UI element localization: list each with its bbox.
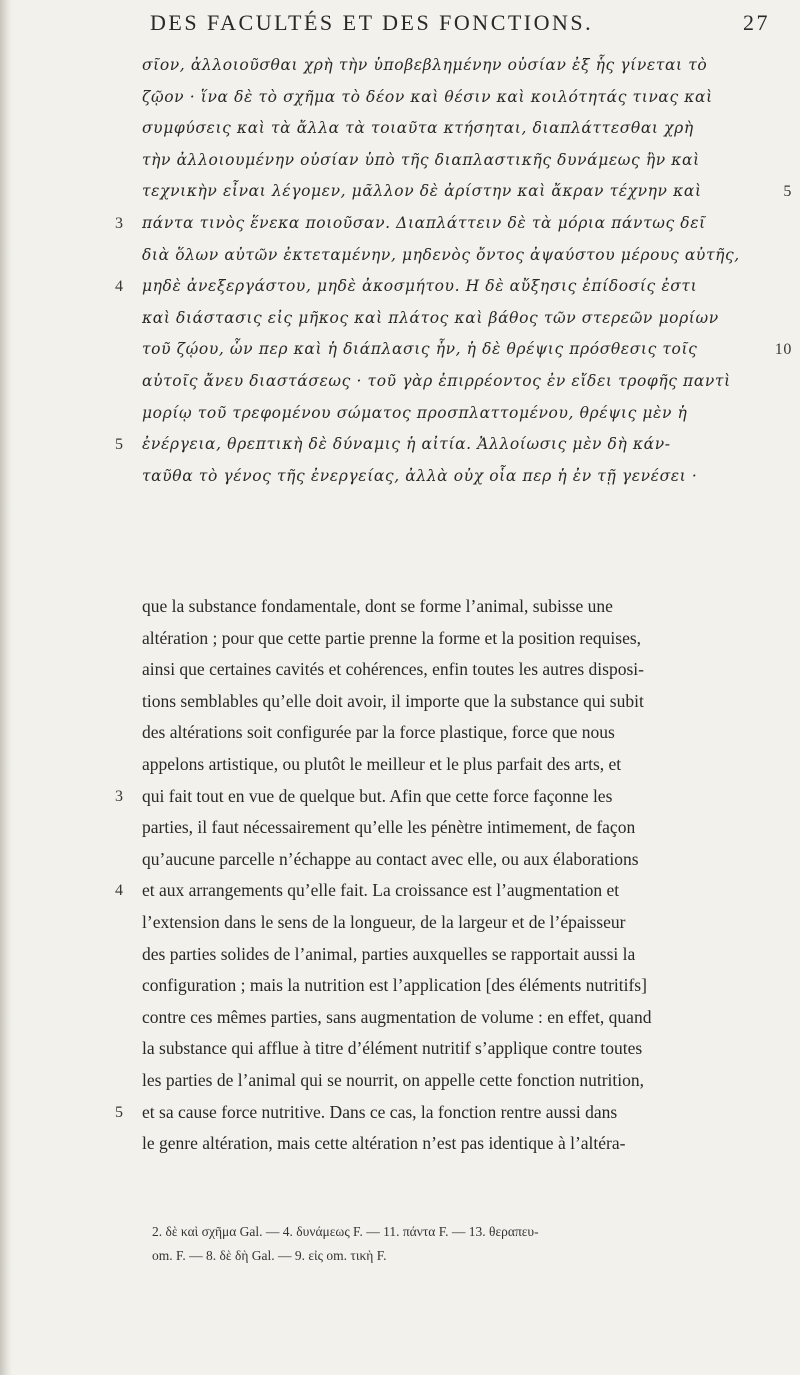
greek-line-text: ζῷον · ἵνα δὲ τὸ σχῆμα τὸ δέον καὶ θέσιν καὶ κοιλότητάς τινας καὶ: [142, 87, 713, 106]
greek-line-text: τὴν ἀλλοιουμένην οὐσίαν ὑπὸ τῆς διαπλαστικῆς δυνάμεως ἣν καὶ: [142, 150, 700, 169]
french-line-text: parties, il faut nécessairement qu’elle les pénètre intimement, de façon: [142, 817, 636, 838]
french-line: [115, 1097, 752, 1129]
french-line-text: ainsi que certaines cavités et cohérences, enfin toutes les autres disposi-: [142, 659, 644, 680]
french-line: [142, 623, 752, 655]
greek-line: [142, 398, 752, 430]
greek-line-text: τοῦ ζῴου, ὧν περ καὶ ἡ διάπλασις ἦν, ἡ δὲ θρέψις πρόσθεσις τοῖς: [142, 340, 698, 359]
greek-line: [115, 271, 752, 303]
page-gutter-shadow: [0, 0, 12, 1375]
french-translation-block: [115, 591, 752, 1160]
french-line-text: altération ; pour que cette partie prenne la forme et la position requises,: [142, 627, 642, 648]
french-line-text: le genre altération, mais cette altération n’est pas identique à l’altéra-: [142, 1133, 626, 1154]
french-line: [142, 686, 752, 718]
greek-line-text: ταῦθα τὸ γένος τῆς ἐνεργείας, ἀλλὰ οὐχ οἷα περ ἡ ἐν τῇ γενέσει ·: [142, 466, 698, 485]
greek-line-text: σῖον, ἀλλοιοῦσθαι χρὴ τὴν ὑποβεβλημένην οὐσίαν ἐξ ἧς γίνεται τὸ: [142, 56, 708, 74]
note-reference-number: 4: [115, 278, 124, 296]
greek-line-text: διὰ ὅλων αὐτῶν ἐκτεταμένην, μηδενὸς ὄντος ἀψαύστου μέρους αὐτῆς,: [142, 245, 740, 264]
greek-line: [115, 429, 752, 461]
french-line: [142, 812, 752, 844]
french-line: [142, 749, 752, 781]
french-line: [142, 970, 752, 1002]
greek-line-text: τεχνικὴν εἶναι λέγομεν, μᾶλλον δὲ ἀρίστην καὶ ἄκραν τέχνην καὶ: [142, 182, 702, 201]
critical-apparatus: [152, 1220, 752, 1268]
greek-text-block: [115, 50, 792, 492]
french-line: [142, 907, 752, 939]
french-line-text: tions semblables qu’elle doit avoir, il importe que la substance qui subit: [142, 690, 644, 711]
french-line-text: l’extension dans le sens de la longueur, de la largeur et de l’épaisseur: [142, 911, 626, 932]
greek-line-text: συμφύσεις καὶ τὰ ἄλλα τὰ τοιαῦτα κτήσηται, διαπλάττεσθαι χρὴ: [142, 119, 694, 138]
note-reference-number: 5: [115, 1103, 123, 1121]
note-reference-number: 4: [115, 882, 123, 900]
greek-line: [142, 145, 752, 177]
french-line-text: configuration ; mais la nutrition est l’application [des éléments nutritifs]: [142, 975, 647, 996]
greek-line-text: ἐνέργεια, θρεπτικὴ δὲ δύναμις ἡ αἰτία. Ἀλλοίωσις μὲν δὴ κάν-: [142, 435, 671, 454]
french-line: [142, 1065, 752, 1097]
french-line: [142, 939, 752, 971]
french-line: [142, 591, 752, 623]
greek-line: [142, 366, 752, 398]
greek-line: [142, 113, 752, 145]
french-line: [142, 1002, 752, 1034]
french-line: [142, 1033, 752, 1065]
greek-line-text: μηδὲ ἀνεξεργάστου, μηδὲ ἀκοσμήτου. Η δὲ αὔξησις ἐπίδοσίς ἐστι: [142, 277, 698, 296]
greek-line-text: καὶ διάστασις εἰς μῆκος καὶ πλάτος καὶ βάθος τῶν στερεῶν μορίων: [142, 308, 719, 327]
french-line: [142, 717, 752, 749]
line-count-number: 10: [774, 341, 792, 359]
note-reference-number: 5: [115, 436, 124, 454]
french-line-text: des altérations soit configurée par la force plastique, force que nous: [142, 722, 615, 743]
line-count-number: 5: [783, 183, 792, 201]
greek-line: [142, 303, 752, 335]
french-line-text: qu’aucune parcelle n’échappe au contact avec elle, ou aux élaborations: [142, 848, 639, 869]
note-reference-number: 3: [115, 214, 124, 232]
greek-line: [142, 461, 752, 493]
french-line-text: les parties de l’animal qui se nourrit, on appelle cette fonction nutrition,: [142, 1069, 645, 1090]
greek-line: [142, 50, 752, 82]
french-line: [115, 781, 752, 813]
french-line: [142, 844, 752, 876]
greek-line-text: μορίῳ τοῦ τρεφομένου σώματος προσπλαττομένου, θρέψις μὲν ἡ: [142, 403, 688, 422]
greek-line: [142, 334, 792, 366]
french-line-text: des parties solides de l’animal, parties auxquelles se rapportait aussi la: [142, 943, 636, 964]
french-line: [115, 875, 752, 907]
french-line-text: la substance qui afflue à titre d’élément nutritif s’applique contre toutes: [142, 1038, 643, 1059]
running-title: DES FACULTÉS ET DES FONCTIONS.: [150, 10, 594, 35]
french-line-text: qui fait tout en vue de quelque but. Afin que cette force façonne les: [142, 785, 613, 806]
french-line: [142, 654, 752, 686]
apparatus-line: om. F. — 8. δὲ δὴ Gal. — 9. εἰς om. τικὴ F.: [152, 1248, 387, 1263]
greek-line: [142, 82, 752, 114]
french-line-text: et aux arrangements qu’elle fait. La croissance est l’augmentation et: [142, 880, 620, 901]
greek-line: [115, 208, 752, 240]
greek-line: [142, 240, 752, 272]
french-line-text: contre ces mêmes parties, sans augmentation de volume : en effet, quand: [142, 1006, 652, 1027]
greek-line-text: αὐτοῖς ἄνευ διαστάσεως · τοῦ γὰρ ἐπιρρέοντος ἐν εἴδει τροφῆς παντὶ: [142, 371, 731, 390]
note-reference-number: 3: [115, 787, 123, 805]
greek-line-text: πάντα τινὸς ἕνεκα ποιοῦσαν. Διαπλάττειν δὲ τὰ μόρια πάντως δεῖ: [142, 213, 706, 232]
apparatus-line: 2. δὲ καὶ σχῆμα Gal. — 4. δυνάμεως F. — 11. πάντα F. — 13. θεραπευ-: [152, 1224, 539, 1239]
french-line: [142, 1128, 752, 1160]
greek-line: [142, 176, 792, 208]
french-line-text: que la substance fondamentale, dont se forme l’animal, subisse une: [142, 596, 613, 616]
french-line-text: et sa cause force nutritive. Dans ce cas, la fonction rentre aussi dans: [142, 1101, 618, 1122]
page-number: 27: [743, 10, 770, 35]
french-line-text: appelons artistique, ou plutôt le meilleur et le plus parfait des arts, et: [142, 753, 622, 774]
